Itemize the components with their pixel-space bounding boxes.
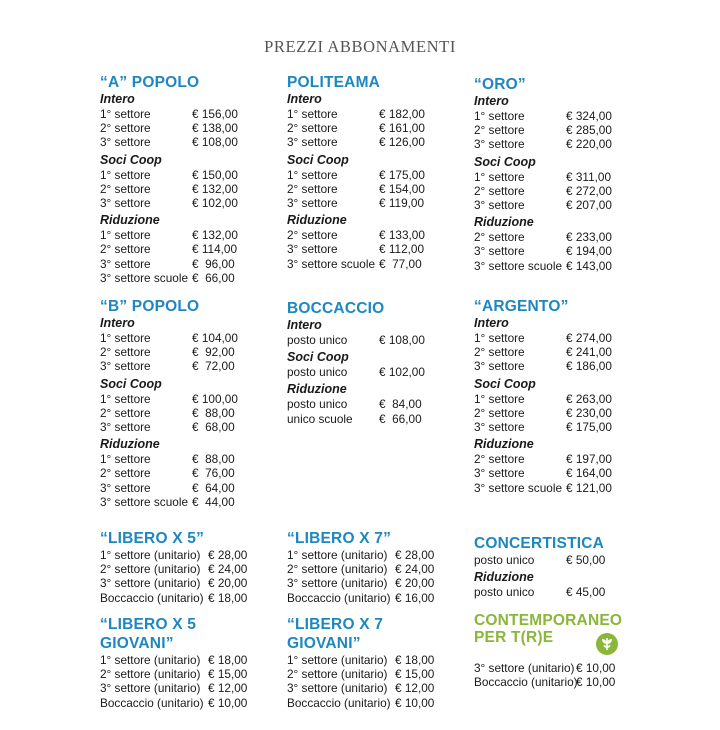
row-price: € 44,00 bbox=[192, 494, 235, 509]
row-price: € 311,00 bbox=[566, 169, 612, 184]
section-title: BOCCACCIO bbox=[287, 300, 385, 317]
row-price: € 241,00 bbox=[566, 345, 612, 360]
section-title: “LIBERO X 5 GIOVANI” bbox=[100, 616, 197, 652]
price-row bbox=[474, 184, 624, 198]
row-label: 3° settore bbox=[474, 244, 525, 259]
row-label: posto unico bbox=[287, 333, 348, 347]
row-price: € 45,00 bbox=[566, 585, 606, 600]
price-row bbox=[474, 109, 624, 123]
group-heading: Riduzione bbox=[474, 570, 534, 585]
row-label: 3° settore bbox=[474, 137, 525, 152]
row-label: Boccaccio (unitario) bbox=[474, 675, 578, 690]
section-concertistica bbox=[474, 534, 624, 599]
row-label: 2° settore bbox=[287, 121, 338, 136]
leaf-logo-icon bbox=[596, 633, 618, 655]
group-heading: Intero bbox=[287, 92, 322, 106]
row-label: 3° settore (unitario) bbox=[100, 576, 201, 591]
price-row bbox=[100, 345, 250, 359]
row-label: 3° settore bbox=[287, 242, 338, 257]
price-row bbox=[287, 576, 447, 590]
row-label: 2° settore bbox=[100, 181, 151, 196]
row-label: 2° settore bbox=[474, 345, 525, 360]
row-label: 1° settore (unitario) bbox=[287, 653, 388, 667]
row-label: 2° settore (unitario) bbox=[100, 562, 201, 577]
row-price: € 121,00 bbox=[566, 480, 612, 495]
group-heading: Riduzione bbox=[287, 382, 347, 397]
price-row bbox=[287, 681, 457, 695]
price-row bbox=[100, 242, 250, 256]
row-label: 2° settore (unitario) bbox=[100, 667, 201, 682]
row-label: 2° settore bbox=[474, 183, 525, 198]
price-row bbox=[287, 591, 447, 605]
row-label: 2° settore (unitario) bbox=[287, 562, 388, 577]
price-row bbox=[287, 135, 437, 149]
row-label: 2° settore bbox=[474, 452, 525, 467]
row-price: € 186,00 bbox=[566, 359, 612, 374]
row-price: € 88,00 bbox=[192, 405, 235, 420]
row-price: € 88,00 bbox=[192, 452, 235, 467]
row-label: 1° settore bbox=[100, 452, 151, 467]
group-heading: Riduzione bbox=[474, 437, 534, 452]
section-title: CONTEMPORANEO bbox=[474, 612, 623, 629]
row-label: 3° settore bbox=[100, 480, 151, 495]
price-row bbox=[100, 257, 250, 271]
row-price: € 15,00 bbox=[208, 667, 248, 682]
price-row bbox=[287, 365, 437, 379]
row-label: 2° settore bbox=[100, 466, 151, 481]
section-title: “LIBERO X 5” bbox=[100, 530, 205, 547]
row-price: € 10,00 bbox=[395, 695, 435, 710]
price-row bbox=[287, 168, 437, 182]
section-a-popolo bbox=[100, 73, 250, 285]
group-heading: Intero bbox=[474, 94, 509, 108]
row-price: € 72,00 bbox=[192, 359, 235, 374]
row-price: € 175,00 bbox=[379, 167, 425, 182]
price-row bbox=[287, 412, 437, 426]
row-label: 2° settore (unitario) bbox=[287, 667, 388, 682]
price-row bbox=[100, 359, 250, 373]
price-row bbox=[287, 107, 437, 121]
row-label: 1° settore bbox=[474, 391, 525, 406]
row-price: € 108,00 bbox=[192, 135, 238, 150]
row-label: 1° settore (unitario) bbox=[100, 653, 201, 667]
row-price: € 77,00 bbox=[379, 256, 422, 271]
row-price: € 161,00 bbox=[379, 121, 425, 136]
section-argento bbox=[474, 297, 624, 495]
price-row bbox=[100, 135, 250, 149]
row-price: € 324,00 bbox=[566, 109, 612, 123]
row-price: € 133,00 bbox=[379, 228, 425, 243]
row-label: 3° settore scuole bbox=[287, 256, 375, 271]
price-row bbox=[100, 392, 250, 406]
group-heading: Riduzione bbox=[474, 215, 534, 230]
price-row bbox=[100, 495, 250, 509]
row-price: € 18,00 bbox=[395, 653, 435, 667]
group-heading: Soci Coop bbox=[287, 152, 349, 167]
row-price: € 68,00 bbox=[192, 420, 235, 435]
price-row bbox=[100, 406, 250, 420]
row-label: 2° settore bbox=[287, 228, 338, 243]
row-label: 3° settore scuole bbox=[100, 494, 188, 509]
row-price: € 104,00 bbox=[192, 331, 238, 345]
price-row bbox=[474, 585, 624, 599]
section-title: “LIBERO X 7” bbox=[287, 530, 392, 547]
row-label: 3° settore (unitario) bbox=[100, 681, 201, 696]
row-price: € 66,00 bbox=[379, 411, 422, 426]
row-label: Boccaccio (unitario) bbox=[100, 695, 204, 710]
section-title: “ORO” bbox=[474, 76, 526, 93]
row-label: 3° settore bbox=[474, 359, 525, 374]
section-boccaccio bbox=[287, 299, 437, 426]
row-price: € 164,00 bbox=[566, 466, 612, 481]
row-label: 1° settore bbox=[100, 228, 151, 243]
row-price: € 10,00 bbox=[576, 661, 616, 675]
row-price: € 274,00 bbox=[566, 331, 612, 345]
section-b-popolo bbox=[100, 297, 250, 509]
section-title: “A” POPOLO bbox=[100, 74, 200, 91]
row-label: 1° settore bbox=[474, 331, 525, 345]
row-price: € 24,00 bbox=[395, 562, 435, 577]
group-heading: Intero bbox=[100, 92, 135, 106]
row-price: € 197,00 bbox=[566, 452, 612, 467]
group-heading: Intero bbox=[474, 316, 509, 330]
row-price: € 112,00 bbox=[379, 242, 425, 257]
row-label: 3° settore bbox=[100, 256, 151, 271]
row-price: € 96,00 bbox=[192, 256, 235, 271]
price-row bbox=[287, 182, 437, 196]
row-price: € 76,00 bbox=[192, 466, 235, 481]
row-label: 1° settore bbox=[474, 109, 525, 123]
price-row bbox=[100, 562, 260, 576]
row-label: 1° settore bbox=[100, 167, 151, 182]
price-row bbox=[287, 696, 457, 710]
row-price: € 233,00 bbox=[566, 230, 612, 245]
price-row bbox=[474, 345, 624, 359]
group-heading: Soci Coop bbox=[287, 350, 349, 365]
price-row bbox=[100, 196, 250, 210]
row-price: € 263,00 bbox=[566, 391, 612, 406]
row-price: € 10,00 bbox=[576, 675, 616, 690]
price-row bbox=[100, 228, 250, 242]
row-label: 2° settore bbox=[287, 181, 338, 196]
row-price: € 102,00 bbox=[192, 196, 238, 211]
row-price: € 182,00 bbox=[379, 107, 425, 121]
row-price: € 20,00 bbox=[395, 576, 435, 591]
price-row bbox=[100, 576, 260, 590]
row-label: 3° settore bbox=[100, 359, 151, 374]
price-row bbox=[287, 228, 437, 242]
row-price: € 12,00 bbox=[208, 681, 248, 696]
group-heading: Riduzione bbox=[287, 213, 347, 228]
price-row bbox=[474, 331, 624, 345]
price-row bbox=[100, 331, 250, 345]
row-price: € 66,00 bbox=[192, 270, 235, 285]
row-price: € 207,00 bbox=[566, 198, 612, 213]
row-price: € 114,00 bbox=[192, 242, 238, 257]
price-row bbox=[474, 406, 624, 420]
price-row bbox=[474, 244, 624, 258]
row-price: € 132,00 bbox=[192, 181, 238, 196]
price-row bbox=[474, 230, 624, 244]
row-price: € 10,00 bbox=[208, 695, 248, 710]
group-heading: Intero bbox=[100, 316, 135, 330]
price-row bbox=[474, 137, 624, 151]
group-heading: Riduzione bbox=[100, 437, 160, 452]
row-label: 2° settore bbox=[100, 345, 151, 360]
row-label: 2° settore bbox=[474, 405, 525, 420]
price-row bbox=[100, 481, 250, 495]
price-row bbox=[100, 271, 250, 285]
row-label: 3° settore bbox=[287, 196, 338, 211]
row-label: 3° settore bbox=[474, 420, 525, 435]
price-row bbox=[100, 466, 250, 480]
row-label: 1° settore bbox=[100, 107, 151, 121]
price-row bbox=[474, 661, 624, 675]
row-label: 1° settore (unitario) bbox=[287, 548, 388, 562]
price-row bbox=[100, 168, 250, 182]
price-row bbox=[287, 257, 437, 271]
row-price: € 132,00 bbox=[192, 228, 238, 243]
row-label: 1° settore bbox=[287, 107, 338, 121]
price-row bbox=[474, 420, 624, 434]
row-price: € 92,00 bbox=[192, 345, 235, 360]
row-price: € 100,00 bbox=[192, 391, 238, 406]
section-title: “LIBERO X 7 GIOVANI” bbox=[287, 616, 384, 652]
row-price: € 220,00 bbox=[566, 137, 612, 152]
price-row bbox=[100, 107, 250, 121]
price-row bbox=[474, 198, 624, 212]
row-label: Boccaccio (unitario) bbox=[100, 590, 204, 605]
row-price: € 143,00 bbox=[566, 258, 612, 273]
price-row bbox=[287, 653, 457, 667]
row-label: 1° settore (unitario) bbox=[100, 548, 201, 562]
price-row bbox=[100, 548, 260, 562]
section-oro bbox=[474, 75, 624, 273]
section-title: “ARGENTO” bbox=[474, 298, 569, 315]
row-label: 2° settore bbox=[474, 230, 525, 245]
price-row bbox=[474, 392, 624, 406]
price-row bbox=[287, 548, 447, 562]
row-label: 3° settore bbox=[474, 466, 525, 481]
section-libero-x5-giovani bbox=[100, 615, 270, 710]
row-label: 3° settore (unitario) bbox=[474, 661, 575, 675]
page-title: PREZZI ABBONAMENTI bbox=[264, 37, 456, 56]
price-row bbox=[100, 121, 250, 135]
row-label: 3° settore bbox=[100, 196, 151, 211]
row-price: € 119,00 bbox=[379, 196, 425, 211]
row-label: 1° settore bbox=[100, 391, 151, 406]
row-label: 3° settore bbox=[474, 198, 525, 213]
price-row bbox=[100, 420, 250, 434]
row-label: posto unico bbox=[474, 553, 535, 567]
row-price: € 84,00 bbox=[379, 397, 422, 412]
row-price: € 138,00 bbox=[192, 121, 238, 136]
row-price: € 28,00 bbox=[395, 548, 435, 562]
price-row bbox=[474, 123, 624, 137]
row-label: 3° settore bbox=[100, 135, 151, 150]
row-price: € 28,00 bbox=[208, 548, 248, 562]
row-price: € 108,00 bbox=[379, 333, 425, 347]
price-row bbox=[100, 452, 250, 466]
row-price: € 12,00 bbox=[395, 681, 435, 696]
section-libero-x7 bbox=[287, 529, 447, 605]
price-row bbox=[287, 196, 437, 210]
row-label: 2° settore bbox=[100, 121, 151, 136]
group-heading: Soci Coop bbox=[100, 152, 162, 167]
price-row bbox=[474, 466, 624, 480]
group-heading: Soci Coop bbox=[474, 154, 536, 169]
row-price: € 64,00 bbox=[192, 480, 235, 495]
price-row bbox=[287, 397, 437, 411]
row-label: unico scuole bbox=[287, 411, 353, 426]
price-row bbox=[474, 452, 624, 466]
row-price: € 18,00 bbox=[208, 653, 248, 667]
row-price: € 24,00 bbox=[208, 562, 248, 577]
price-row bbox=[100, 681, 270, 695]
section-title: POLITEAMA bbox=[287, 74, 381, 91]
group-heading: Intero bbox=[287, 318, 322, 332]
row-label: 3° settore scuole bbox=[474, 480, 562, 495]
row-price: € 15,00 bbox=[395, 667, 435, 682]
row-label: Boccaccio (unitario) bbox=[287, 695, 391, 710]
price-row bbox=[287, 242, 437, 256]
row-label: 1° settore bbox=[287, 167, 338, 182]
row-label: 3° settore scuole bbox=[100, 270, 188, 285]
row-price: € 175,00 bbox=[566, 420, 612, 435]
row-label: 3° settore (unitario) bbox=[287, 681, 388, 696]
section-title: “B” POPOLO bbox=[100, 298, 200, 315]
row-price: € 230,00 bbox=[566, 405, 612, 420]
row-price: € 150,00 bbox=[192, 167, 238, 182]
price-row bbox=[100, 182, 250, 196]
row-price: € 102,00 bbox=[379, 365, 425, 380]
group-heading: Soci Coop bbox=[100, 376, 162, 391]
row-label: 1° settore bbox=[100, 331, 151, 345]
row-label: posto unico bbox=[474, 585, 535, 600]
price-row bbox=[287, 667, 457, 681]
price-row bbox=[287, 562, 447, 576]
row-price: € 272,00 bbox=[566, 183, 612, 198]
row-price: € 126,00 bbox=[379, 135, 425, 150]
price-row bbox=[100, 591, 260, 605]
row-label: posto unico bbox=[287, 397, 348, 412]
row-label: 2° settore bbox=[100, 242, 151, 257]
price-row bbox=[474, 675, 624, 689]
section-libero-x5 bbox=[100, 529, 260, 605]
row-label: Boccaccio (unitario) bbox=[287, 590, 391, 605]
section-title: CONCERTISTICA bbox=[474, 535, 605, 552]
price-row bbox=[474, 553, 624, 567]
row-label: 3° settore scuole bbox=[474, 258, 562, 273]
group-heading: Riduzione bbox=[100, 213, 160, 228]
row-label: 1° settore bbox=[474, 169, 525, 184]
row-price: € 16,00 bbox=[395, 590, 435, 605]
section-politeama bbox=[287, 73, 437, 271]
row-price: € 194,00 bbox=[566, 244, 612, 259]
price-row bbox=[474, 170, 624, 184]
price-row bbox=[100, 653, 270, 667]
price-row bbox=[100, 667, 270, 681]
row-price: € 20,00 bbox=[208, 576, 248, 591]
row-label: 3° settore bbox=[100, 420, 151, 435]
row-price: € 50,00 bbox=[566, 553, 606, 567]
price-row bbox=[287, 121, 437, 135]
row-price: € 18,00 bbox=[208, 590, 248, 605]
price-row bbox=[100, 696, 270, 710]
group-heading: Soci Coop bbox=[474, 376, 536, 391]
row-label: 2° settore bbox=[474, 123, 525, 138]
section-title-line2: PER T(R)E bbox=[474, 629, 554, 646]
price-row bbox=[474, 259, 624, 273]
row-price: € 156,00 bbox=[192, 107, 238, 121]
row-label: 3° settore bbox=[287, 135, 338, 150]
row-label: 3° settore (unitario) bbox=[287, 576, 388, 591]
row-price: € 285,00 bbox=[566, 123, 612, 138]
row-label: 2° settore bbox=[100, 405, 151, 420]
price-row bbox=[287, 333, 437, 347]
row-price: € 154,00 bbox=[379, 181, 425, 196]
price-row bbox=[474, 481, 624, 495]
price-row bbox=[474, 359, 624, 373]
row-label: posto unico bbox=[287, 365, 348, 380]
section-libero-x7-giovani bbox=[287, 615, 457, 710]
